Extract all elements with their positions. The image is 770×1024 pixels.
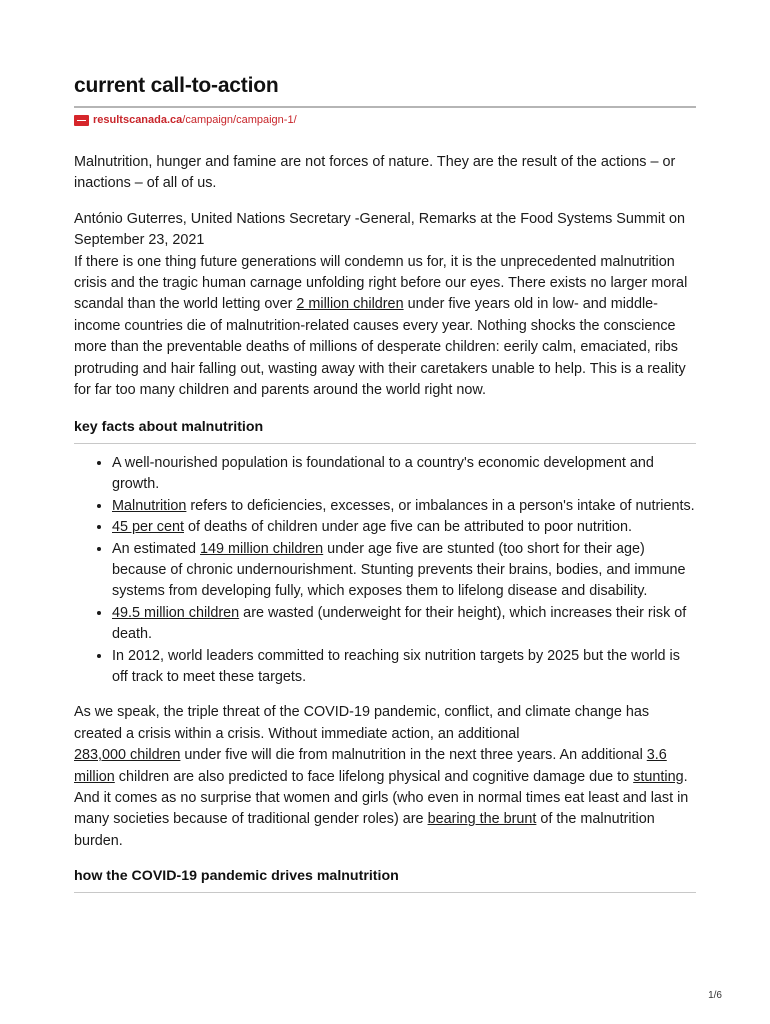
- link-45-per-cent[interactable]: 45 per cent: [112, 519, 185, 536]
- list-item: [112, 496, 696, 517]
- list-item-text: refers to deficiencies, excesses, or imbalances in a person's intake of nutrients.: [186, 497, 695, 514]
- crisis-paragraph: [74, 702, 696, 852]
- list-item-text: of deaths of children under age five can be attributed to poor nutrition.: [184, 519, 633, 536]
- list-item-text: In 2012, world leaders committed to reaching six nutrition targets by 2025 but the world is off track to meet these targets.: [112, 647, 680, 685]
- link-49-5-million-children[interactable]: 49.5 million children: [112, 604, 240, 621]
- list-item-text: under age five are stunted (too short for their age) because of chronic undernourishment. Stunting prevents their brains, bodies, and immune systems from developing fully, which exposes them to lifelong disease and disability.: [112, 540, 686, 600]
- quote-paragraph: [74, 252, 696, 402]
- list-item-text: are wasted (underweight for their height), which increases their risk of death.: [112, 604, 687, 643]
- page-number: 1/6: [708, 990, 722, 1001]
- list-item: [112, 517, 696, 538]
- source-link-path[interactable]: /campaign/campaign-1/: [182, 114, 297, 126]
- list-item: [112, 646, 696, 689]
- list-item: [112, 603, 696, 646]
- title-divider: [74, 106, 696, 108]
- source-line: [74, 114, 297, 126]
- quote-attribution: António Guterres, United Nations Secretary -General, Remarks at the Food Systems Summit on September 23, 2021: [74, 210, 686, 249]
- paragraph-text: children are also predicted to face lifelong physical and cognitive damage due to: [114, 768, 634, 785]
- section-heading-key-facts: key facts about malnutrition: [74, 417, 696, 443]
- list-item: [112, 453, 696, 496]
- paragraph-text: of the malnutrition burden.: [74, 811, 655, 849]
- section-heading-covid: how the COVID-19 pandemic drives malnutrition: [74, 866, 696, 892]
- list-item-text: A well-nourished population is foundational to a country's economic development and growth.: [112, 454, 654, 493]
- link-bearing-the-brunt[interactable]: bearing the brunt: [427, 811, 537, 828]
- link-3-6-million[interactable]: 3.6 million: [74, 747, 667, 785]
- link-283000-children[interactable]: 283,000 children: [74, 747, 181, 764]
- source-link-domain[interactable]: resultscanada.ca: [93, 114, 183, 126]
- link-malnutrition[interactable]: Malnutrition: [112, 497, 187, 514]
- key-facts-list: [74, 453, 696, 688]
- quote-text-1: If there is one thing future generations will condemn us for, it is the unprecedented malnutrition crisis and the tragic human carnage unfolding right before our eyes. There exists no larger moral scandal than the world letting over: [74, 253, 688, 313]
- intro-paragraph: Malnutrition, hunger and famine are not forces of nature. They are the result of the actions – or inactions – of all of us.: [74, 154, 676, 192]
- quote-text-2: under five years old in low- and middle-income countries die of malnutrition-related causes every year. Nothing shocks the conscience more than the preventable deaths of millions of desperate children: eerily calm, emaciated, ribs protruding and hair falling out, wasting away with their caretakers unable to help. This is a reality for far too many children and parents around the world right now.: [74, 296, 686, 399]
- link-stunting[interactable]: stunting: [633, 768, 684, 785]
- list-item: [112, 539, 696, 603]
- link-149-million-children[interactable]: 149 million children: [200, 540, 324, 557]
- site-logo-icon: [74, 115, 89, 126]
- paragraph-text: under five will die from malnutrition in the next three years. An additional: [180, 747, 647, 764]
- link-2-million-children[interactable]: 2 million children: [296, 296, 404, 313]
- list-item-text: An estimated: [112, 540, 200, 557]
- page-title: current call-to-action: [74, 74, 279, 97]
- paragraph-text: As we speak, the triple threat of the COVID-19 pandemic, conflict, and climate change has created a crisis within a crisis. Without immediate action, an additional: [74, 704, 650, 742]
- paragraph-text: . And it comes as no surprise that women and girls (who even in normal times eat least and last in many societies because of traditional gender roles) are: [74, 768, 689, 828]
- article-body: [74, 152, 696, 893]
